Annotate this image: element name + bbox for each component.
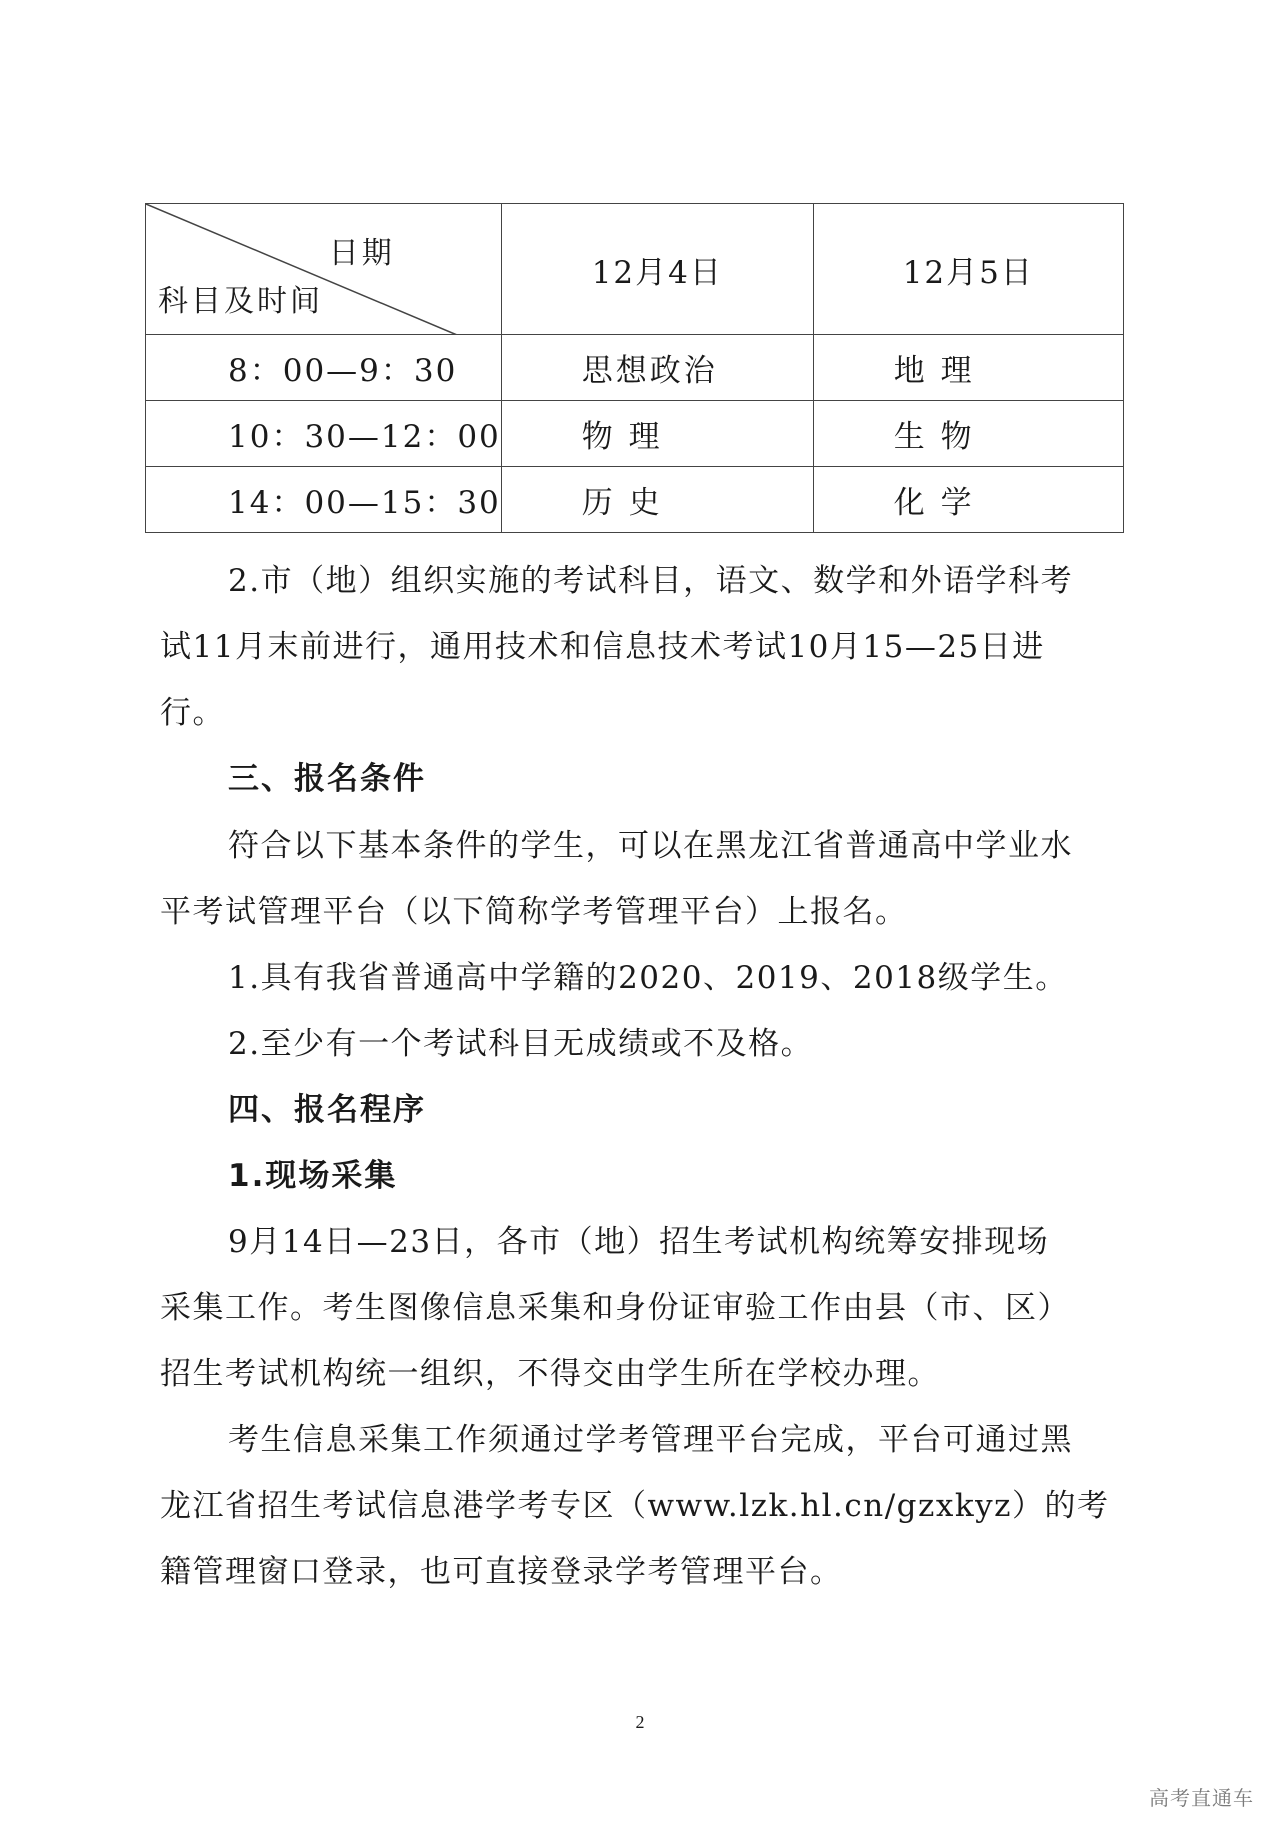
date-header-day2: 12月5日: [813, 204, 1123, 335]
paragraph-line: 试11月末前进行，通用技术和信息技术考试10月15—25日进: [160, 629, 1045, 665]
paragraph-line: 2.市（地）组织实施的考试科目，语文、数学和外语学科考: [228, 563, 1074, 599]
diagonal-header-cell: [146, 204, 502, 335]
time-slot: 8：00—9：30: [146, 335, 502, 401]
paragraph-line: 平考试管理平台（以下简称学考管理平台）上报名。: [160, 894, 908, 930]
time-slot: 10：30—12：00: [146, 401, 502, 467]
section-heading-eligibility: 三、报名条件: [228, 761, 426, 797]
paragraph-line: 招生考试机构统一组织，不得交由学生所在学校办理。: [160, 1356, 940, 1392]
paragraph-line: 籍管理窗口登录，也可直接登录学考管理平台。: [160, 1554, 843, 1590]
corner-label-subject-time: 科目及时间: [158, 284, 323, 319]
paragraph-line: 9月14日—23日，各市（地）招生考试机构统筹安排现场: [228, 1224, 1050, 1260]
table-row: [146, 467, 1124, 533]
subject-day1: 思想政治: [501, 335, 813, 401]
paragraph-line: 考生信息采集工作须通过学考管理平台完成，平台可通过黑: [228, 1422, 1073, 1458]
paragraph-line: 采集工作。考生图像信息采集和身份证审验工作由县（市、区）: [160, 1290, 1070, 1326]
table-row: [146, 401, 1124, 467]
corner-label-date: 日期: [328, 236, 395, 271]
subject-day2: 化 学: [813, 467, 1123, 533]
subject-day2: 生 物: [813, 401, 1123, 467]
paragraph-line: 行。: [160, 695, 225, 731]
time-slot: 14：00—15：30: [146, 467, 502, 533]
paragraph-line: 符合以下基本条件的学生，可以在黑龙江省普通高中学业水: [228, 828, 1073, 864]
table-header-row: [146, 204, 1124, 335]
paragraph-line: 龙江省招生考试信息港学考专区（www.lzk.hl.cn/gzxkyz）的考: [160, 1488, 1110, 1524]
date-header-day1: 12月4日: [501, 204, 813, 335]
subject-day1: 物 理: [501, 401, 813, 467]
table-row: [146, 335, 1124, 401]
list-item: 1.具有我省普通高中学籍的2020、2019、2018级学生。: [228, 960, 1068, 996]
exam-schedule-table: [145, 203, 1124, 533]
subsection-heading-onsite-collection: 1.现场采集: [228, 1158, 398, 1194]
subject-day2: 地 理: [813, 335, 1123, 401]
list-item: 2.至少有一个考试科目无成绩或不及格。: [228, 1026, 814, 1062]
watermark-text: 高考直通车: [1149, 1786, 1254, 1810]
section-heading-procedure: 四、报名程序: [228, 1092, 426, 1128]
subject-day1: 历 史: [501, 467, 813, 533]
page-number: 2: [635, 1712, 645, 1732]
